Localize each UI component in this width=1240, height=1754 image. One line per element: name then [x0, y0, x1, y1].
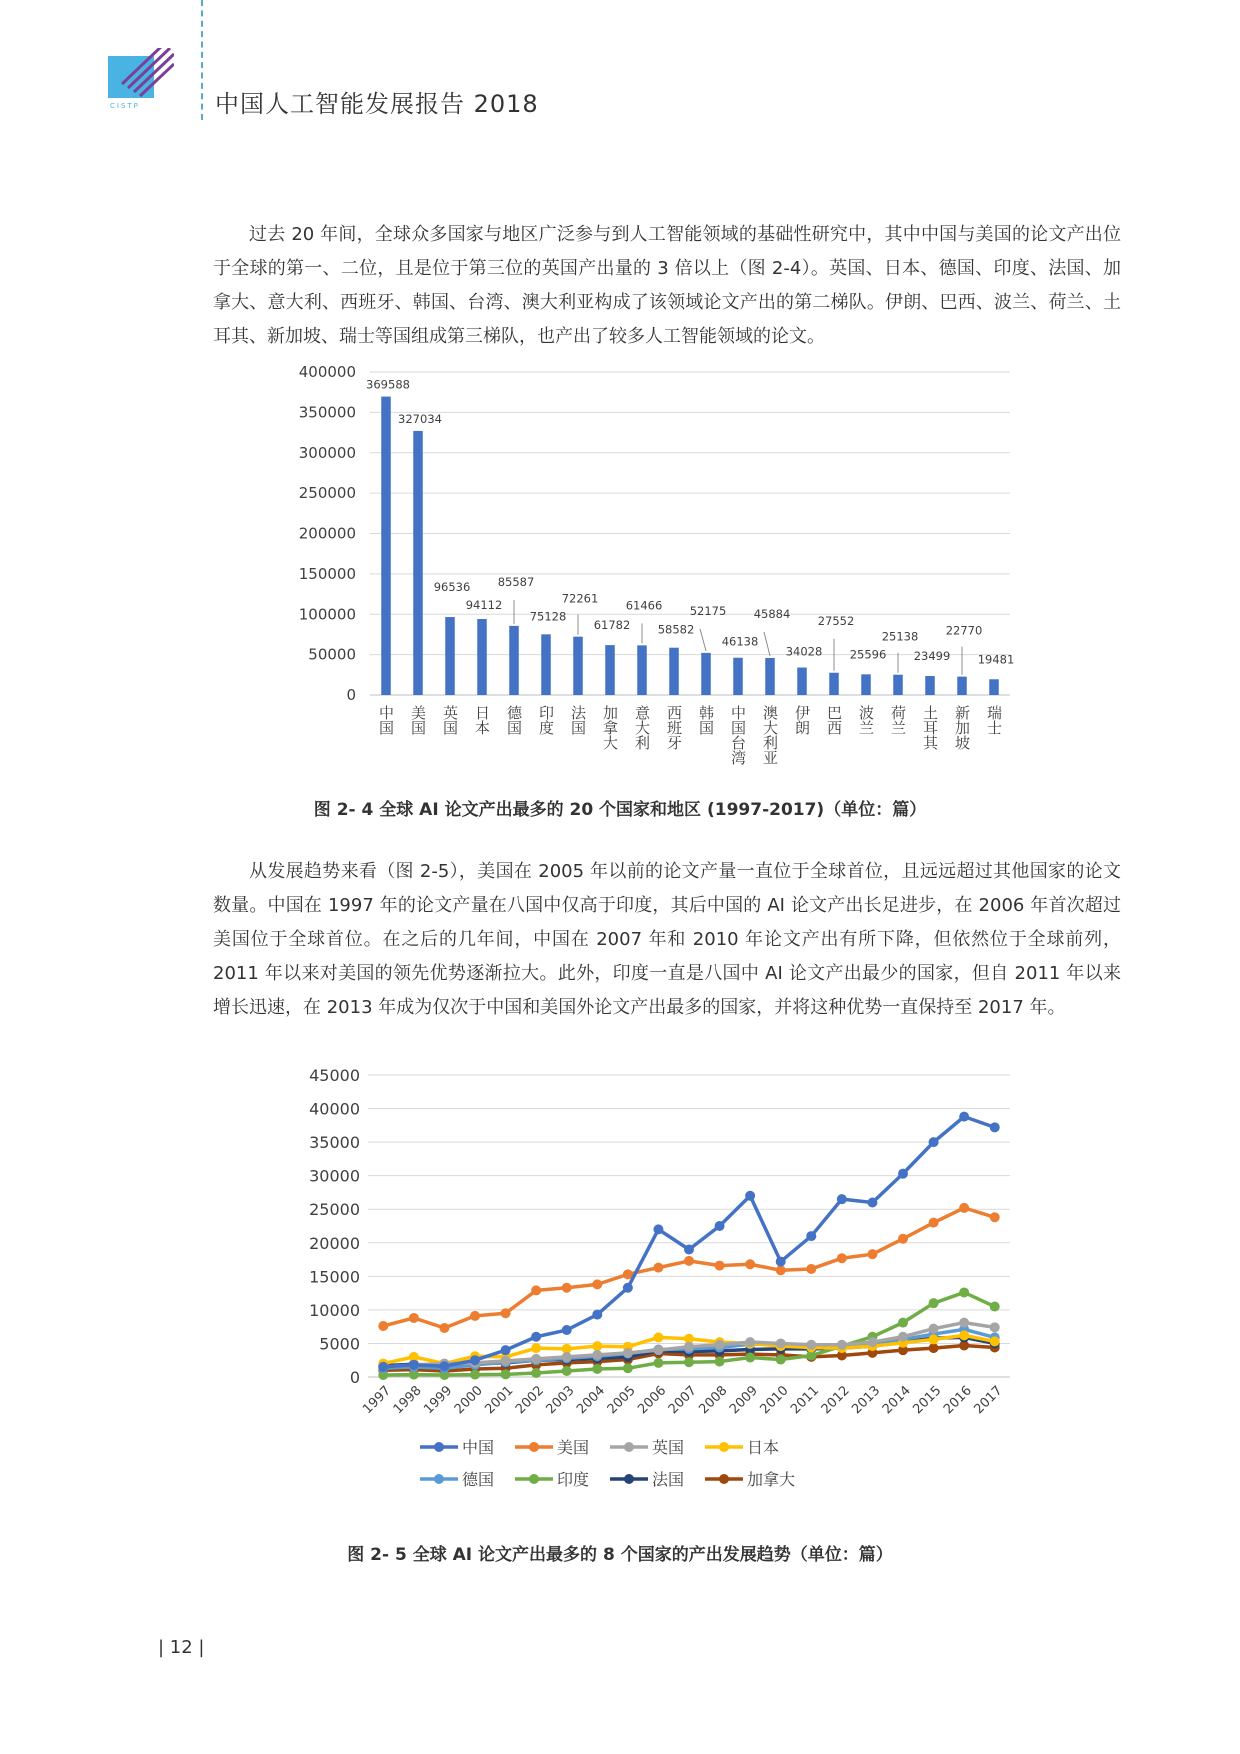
point-英国 [867, 1337, 877, 1347]
x-tick-label: 2017 [971, 1383, 1006, 1418]
point-美国 [562, 1283, 572, 1293]
point-中国 [470, 1355, 480, 1365]
bar-荷兰 [893, 675, 903, 695]
bar-新加坡 [957, 677, 967, 695]
x-tick-label: 澳大利亚 [761, 705, 779, 765]
report-title: 中国人工智能发展报告 2018 [215, 90, 539, 118]
y-tick-label: 5000 [319, 1334, 360, 1354]
bar-印度 [541, 634, 551, 695]
point-印度 [745, 1353, 755, 1363]
y-tick-label: 250000 [298, 484, 356, 503]
x-tick-label: 2010 [757, 1383, 792, 1418]
x-tick-label: 英国 [441, 705, 459, 735]
point-印度 [592, 1364, 602, 1374]
point-美国 [501, 1308, 511, 1318]
point-中国 [776, 1257, 786, 1267]
point-英国 [653, 1345, 663, 1355]
y-tick-label: 15000 [309, 1267, 360, 1287]
data-label: 327034 [398, 411, 442, 426]
point-印度 [929, 1298, 939, 1308]
data-label: 22770 [945, 623, 983, 638]
bar-德国 [509, 626, 519, 695]
point-印度 [715, 1357, 725, 1367]
data-label: 46138 [721, 634, 759, 649]
legend-label: 印度 [557, 1470, 590, 1489]
point-英国 [806, 1340, 816, 1350]
point-中国 [898, 1169, 908, 1179]
point-美国 [715, 1261, 725, 1271]
y-tick-label: 10000 [309, 1300, 360, 1320]
point-美国 [990, 1212, 1000, 1222]
point-美国 [592, 1279, 602, 1289]
x-tick-label: 德国 [505, 705, 523, 735]
x-tick-label: 加拿大 [601, 705, 619, 750]
point-英国 [592, 1350, 602, 1360]
header-divider [201, 0, 203, 120]
point-印度 [562, 1366, 572, 1376]
cistp-logo [108, 48, 174, 110]
x-tick-label: 荷兰 [889, 705, 907, 735]
x-tick-label: 土耳其 [921, 705, 939, 750]
x-tick-label: 2014 [879, 1383, 914, 1418]
bar-土耳其 [925, 676, 935, 695]
data-label: 25596 [849, 647, 887, 662]
bar-加拿大 [605, 645, 615, 695]
x-tick-label: 2003 [543, 1383, 578, 1418]
point-中国 [378, 1362, 388, 1372]
x-tick-label: 美国 [409, 705, 427, 735]
point-中国 [501, 1345, 511, 1355]
point-中国 [684, 1244, 694, 1254]
y-tick-label: 150000 [298, 564, 356, 583]
legend-label: 德国 [462, 1470, 495, 1489]
point-英国 [898, 1332, 908, 1342]
bar-巴西 [829, 673, 839, 695]
legend-label: 美国 [557, 1438, 590, 1457]
point-印度 [470, 1370, 480, 1380]
bar-英国 [445, 617, 455, 695]
point-日本 [959, 1330, 969, 1340]
point-英国 [929, 1324, 939, 1334]
point-日本 [592, 1341, 602, 1351]
x-tick-label: 2011 [788, 1383, 823, 1418]
point-中国 [806, 1231, 816, 1241]
point-英国 [959, 1318, 969, 1328]
point-中国 [867, 1198, 877, 1208]
y-tick-label: 100000 [298, 605, 356, 624]
data-label: 19481 [977, 652, 1015, 667]
logo-text: CISTP [110, 102, 140, 110]
data-label: 25138 [881, 629, 919, 644]
point-美国 [929, 1218, 939, 1228]
point-中国 [837, 1194, 847, 1204]
x-tick-label: 2001 [482, 1383, 517, 1418]
paragraph-text: 过去 20 年间，全球众多国家与地区广泛参与到人工智能领域的基础性研究中，其中中国与美国的论文产出位于全球的第一、二位，且是位于第三位的英国产出量的 3 倍以上（图 2-4）。英国、日本、德国、印度、法国、加拿大、意大利、西班牙、韩国、台湾、澳大利亚构成了该领域论文产出的第二梯队。伊朗、巴西、波兰、荷兰、土耳其、新加坡、瑞士等国组成第三梯队，也产出了较多人工智能领域的论文。 [213, 224, 1121, 347]
x-tick-label: 西班牙 [665, 705, 683, 750]
y-tick-label: 400000 [298, 363, 356, 381]
x-tick-label: 中国台湾 [729, 705, 747, 765]
point-印度 [623, 1363, 633, 1373]
point-美国 [409, 1313, 419, 1323]
x-tick-label: 新加坡 [953, 705, 971, 750]
point-中国 [715, 1221, 725, 1231]
data-label: 58582 [657, 622, 695, 637]
point-中国 [745, 1191, 755, 1201]
point-印度 [531, 1368, 541, 1378]
point-英国 [562, 1352, 572, 1362]
x-tick-label: 1998 [390, 1383, 425, 1418]
point-印度 [959, 1287, 969, 1297]
point-美国 [378, 1321, 388, 1331]
legend-marker [529, 1442, 539, 1452]
point-美国 [470, 1311, 480, 1321]
bar-意大利 [637, 645, 647, 695]
legend-label: 英国 [652, 1438, 685, 1457]
x-tick-label: 2004 [574, 1383, 609, 1418]
point-英国 [837, 1340, 847, 1350]
x-tick-label: 波兰 [857, 705, 875, 735]
point-英国 [501, 1356, 511, 1366]
body-paragraph-2 [213, 855, 1121, 1025]
x-tick-label: 2000 [451, 1383, 486, 1418]
bar-日本 [477, 619, 487, 695]
x-tick-label: 意大利 [633, 705, 651, 750]
legend-marker [529, 1474, 539, 1484]
data-label: 96536 [433, 580, 471, 595]
point-印度 [776, 1355, 786, 1365]
bar-韩国 [701, 653, 711, 695]
point-日本 [929, 1334, 939, 1344]
bar-中国台湾 [733, 658, 743, 695]
point-美国 [531, 1285, 541, 1295]
y-tick-label: 25000 [309, 1200, 360, 1220]
point-美国 [959, 1203, 969, 1213]
page-number-value: 12 [169, 1637, 193, 1658]
y-tick-label: 20000 [309, 1233, 360, 1253]
x-tick-label: 巴西 [825, 705, 843, 735]
data-label: 61782 [593, 618, 631, 633]
legend-marker [434, 1474, 444, 1484]
paragraph-text: 从发展趋势来看（图 2-5），美国在 2005 年以前的论文产量一直位于全球首位，且远远超过其他国家的论文数量。中国在 1997 年的论文产量在八国中仅高于印度，其后中国的 AI 论文产出长足进步，在 2006 年首次超过美国位于全球首位。在之后的几年间，中国在 2007 年和 2010 年论文产出有所下降，但依然位于全球前列，2011 年以来对美国的领先优势逐渐拉大。此外，印度一直是八国中 AI 论文产出最少的国家，但自 2011 年以来增长迅速，在 2013 年成为仅次于中国和美国外论文产出最多的国家，并将这种优势一直保持至 2017 年。 [213, 861, 1121, 1018]
x-tick-label: 印度 [537, 705, 555, 735]
line-chart [290, 1065, 1030, 1535]
bar-西班牙 [669, 648, 679, 695]
point-印度 [898, 1318, 908, 1328]
point-美国 [776, 1265, 786, 1275]
y-tick-label: 50000 [308, 645, 356, 664]
point-美国 [837, 1253, 847, 1263]
point-美国 [745, 1259, 755, 1269]
point-美国 [684, 1256, 694, 1266]
point-中国 [653, 1224, 663, 1234]
point-中国 [531, 1332, 541, 1342]
data-label: 52175 [689, 603, 727, 618]
point-美国 [867, 1249, 877, 1259]
body-paragraph-1 [213, 218, 1121, 354]
point-英国 [531, 1354, 541, 1364]
point-美国 [439, 1323, 449, 1333]
bar-中国 [381, 397, 391, 695]
legend-marker [719, 1474, 729, 1484]
point-中国 [409, 1360, 419, 1370]
y-tick-label: 200000 [298, 524, 356, 543]
point-中国 [592, 1310, 602, 1320]
y-tick-label: 30000 [309, 1166, 360, 1186]
point-印度 [501, 1369, 511, 1379]
point-英国 [715, 1340, 725, 1350]
point-日本 [531, 1343, 541, 1353]
point-美国 [806, 1264, 816, 1274]
bar-波兰 [861, 674, 871, 695]
x-tick-label: 2002 [512, 1383, 547, 1418]
label-leader [764, 632, 770, 656]
legend-label: 日本 [747, 1438, 780, 1457]
point-中国 [562, 1325, 572, 1335]
point-中国 [990, 1122, 1000, 1132]
x-tick-label: 日本 [473, 705, 491, 735]
figure-caption-2-5: 图 2- 5 全球 AI 论文产出最多的 8 个国家的产出发展趋势（单位：篇） [347, 1545, 893, 1565]
x-tick-label: 韩国 [697, 705, 715, 735]
data-label: 61466 [625, 598, 663, 613]
bar-chart [290, 360, 1030, 780]
data-label: 369588 [366, 377, 410, 392]
x-tick-label: 2006 [635, 1383, 670, 1418]
x-tick-label: 1999 [421, 1383, 456, 1418]
x-tick-label: 2007 [665, 1383, 700, 1418]
point-英国 [684, 1342, 694, 1352]
legend-marker [434, 1442, 444, 1452]
data-label: 45884 [753, 606, 791, 621]
data-label: 75128 [529, 609, 567, 624]
x-tick-label: 1997 [360, 1383, 395, 1418]
y-tick-label: 300000 [298, 443, 356, 462]
point-日本 [990, 1336, 1000, 1346]
point-英国 [990, 1322, 1000, 1332]
x-tick-label: 法国 [569, 705, 587, 735]
bar-美国 [413, 431, 423, 695]
legend-label: 法国 [652, 1470, 685, 1489]
x-tick-label: 2008 [696, 1383, 731, 1418]
point-加拿大 [929, 1343, 939, 1353]
data-label: 85587 [497, 574, 535, 589]
bar-瑞士 [989, 679, 999, 695]
label-leader [700, 629, 706, 651]
legend-label: 加拿大 [747, 1470, 796, 1489]
x-tick-label: 中国 [377, 705, 395, 735]
y-tick-label: 40000 [309, 1099, 360, 1119]
x-tick-label: 2005 [604, 1383, 639, 1418]
legend-label: 中国 [462, 1438, 495, 1457]
x-tick-label: 伊朗 [793, 705, 811, 735]
data-label: 27552 [817, 613, 855, 628]
data-label: 94112 [465, 598, 503, 613]
x-tick-label: 2012 [818, 1383, 853, 1418]
bar-澳大利亚 [765, 658, 775, 695]
y-tick-label: 0 [349, 1368, 360, 1387]
point-英国 [745, 1337, 755, 1347]
x-tick-label: 2013 [849, 1383, 884, 1418]
x-tick-label: 2016 [940, 1383, 975, 1418]
y-tick-label: 45000 [309, 1066, 360, 1085]
point-中国 [959, 1112, 969, 1122]
point-美国 [898, 1234, 908, 1244]
figure-caption-2-4: 图 2- 4 全球 AI 论文产出最多的 20 个国家和地区 (1997-2017)（单位：篇） [313, 800, 927, 820]
bar-伊朗 [797, 668, 807, 695]
point-印度 [990, 1302, 1000, 1312]
point-印度 [653, 1358, 663, 1368]
point-日本 [653, 1332, 663, 1342]
y-tick-label: 350000 [298, 403, 356, 422]
x-tick-label: 2015 [910, 1383, 945, 1418]
point-中国 [623, 1283, 633, 1293]
x-tick-label: 2009 [726, 1383, 761, 1418]
data-label: 23499 [913, 649, 951, 664]
x-tick-label: 瑞士 [985, 705, 1003, 735]
point-英国 [776, 1338, 786, 1348]
bar-法国 [573, 637, 583, 695]
page-number: | 12 | [158, 1637, 205, 1658]
point-中国 [929, 1137, 939, 1147]
legend-marker [719, 1442, 729, 1452]
y-tick-label: 35000 [309, 1133, 360, 1153]
point-英国 [623, 1348, 633, 1358]
y-tick-label: 0 [346, 686, 356, 704]
point-中国 [439, 1361, 449, 1371]
point-美国 [653, 1263, 663, 1273]
legend-marker [624, 1474, 634, 1484]
point-印度 [684, 1357, 694, 1367]
legend-marker [624, 1442, 634, 1452]
data-label: 72261 [561, 591, 599, 606]
data-label: 34028 [785, 644, 823, 659]
